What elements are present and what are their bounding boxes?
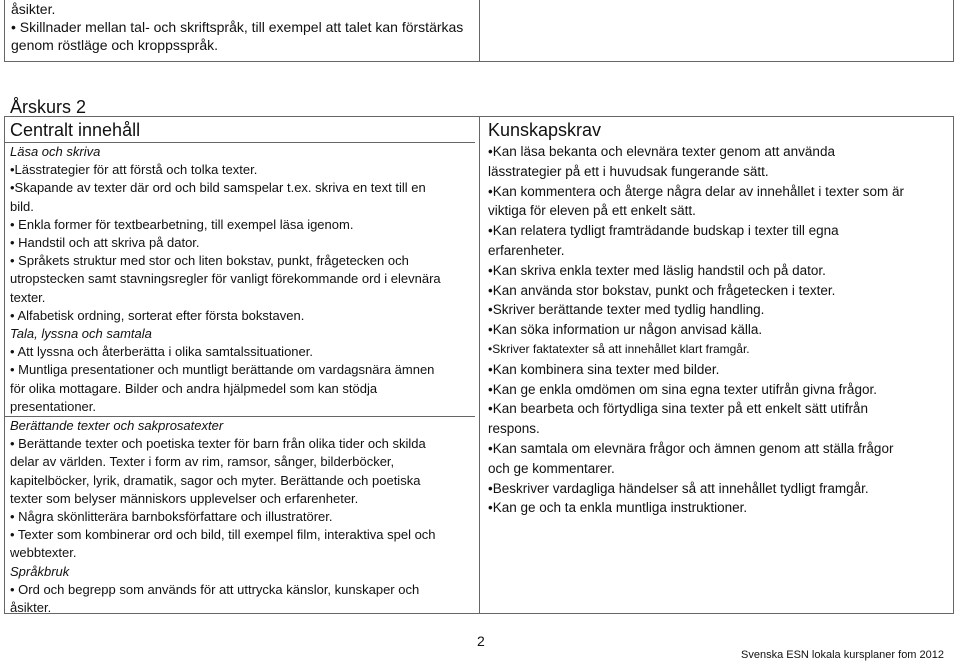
text-line: •Kan söka information ur någon anvisad källa.	[488, 322, 763, 338]
text-line: för olika mottagare. Bilder och andra hjälpmedel som kan stödja	[10, 380, 378, 396]
text-line: och ge kommentarer.	[488, 460, 615, 476]
text-line: presentationer.	[10, 398, 97, 414]
text-line: • Berättande texter och poetiska texter för barn från olika tider och skilda	[10, 436, 426, 452]
text-line: •Skapande av texter där ord och bild samspelar t.ex. skriva en text till en	[10, 180, 426, 196]
text-line: erfarenheter.	[488, 242, 565, 258]
knowledge-requirements-heading: Kunskapskrav	[488, 120, 602, 140]
text-line: bild.	[10, 198, 34, 214]
subheading: Berättande texter och sakprosatexter	[10, 418, 224, 434]
text-line: texter.	[10, 289, 46, 305]
grade-heading: Årskurs 2	[10, 97, 87, 117]
text-line: •Skriver berättande texter med tydlig handling.	[488, 302, 765, 318]
text-line: kapitelböcker, lyrik, dramatik, sagor och myter. Berättande och poetiska	[10, 472, 421, 488]
text-line: • Språkets struktur med stor och liten bokstav, punkt, frågetecken och	[10, 253, 409, 269]
text-line: åsikter.	[10, 600, 52, 616]
text-line: texter som belyser människors upplevelser och erfarenheter.	[10, 490, 359, 506]
subheading: Läsa och skriva	[10, 144, 101, 159]
text-line: •Kan ge och ta enkla muntliga instruktioner.	[488, 500, 748, 516]
text-line: • Ord och begrepp som används för att uttrycka känslor, kunskaper och	[10, 581, 420, 597]
text-line: •Kan relatera tydligt framträdande budskap i texter till egna	[488, 223, 839, 239]
section-title	[10, 96, 86, 118]
text-line: • Att lyssna och återberätta i olika samtalssituationer.	[10, 344, 313, 360]
curriculum-table	[4, 116, 954, 614]
text-line: • Några skönlitterära barnboksförfattare och illustratörer.	[10, 509, 333, 525]
text-line: • Skillnader mellan tal- och skriftspråk, till exempel att talet kan förstärkas	[11, 19, 464, 35]
text-line: • Alfabetisk ordning, sorterat efter första bokstaven.	[10, 307, 305, 323]
central-content-column	[5, 117, 480, 616]
page-number: 2	[477, 633, 485, 649]
text-line: •Kan använda stor bokstav, punkt och frågetecken i texter.	[488, 282, 836, 298]
text-line: webbtexter.	[10, 545, 77, 561]
text-line: •Beskriver vardagliga händelser så att innehållet tydligt framgår.	[488, 480, 869, 496]
page-footer: Svenska ESN lokala kursplaner fom 2012	[741, 649, 944, 661]
text-line: delar av världen. Texter i form av rim, ramsor, sånger, bilderböcker,	[10, 454, 395, 470]
subheading: Tala, lyssna och samtala	[10, 326, 152, 342]
text-line: • Handstil och att skriva på dator.	[10, 235, 200, 251]
text-line: åsikter.	[11, 1, 56, 17]
previous-content-cell	[5, 0, 480, 61]
text-line: lässtrategier på ett i huvudsak fungerande sätt.	[488, 163, 769, 179]
text-line: • Enkla former för textbearbetning, till exempel läsa igenom.	[10, 216, 354, 232]
text-line: •Kan läsa bekanta och elevnära texter genom att använda	[488, 144, 835, 159]
text-line: • Texter som kombinerar ord och bild, till exempel film, interaktiva spel och	[10, 527, 436, 543]
text-line: viktiga för eleven på ett enkelt sätt.	[488, 203, 696, 219]
text-line: utropstecken samt stavningsregler för vanligt förekommande ord i elevnära	[10, 271, 441, 287]
text-line: •Lässtrategier för att förstå och tolka texter.	[10, 162, 258, 178]
text-line: • Muntliga presentationer och muntligt berättande om vardagsnära ämnen	[10, 362, 435, 378]
previous-page-table-fragment	[4, 0, 954, 62]
text-line: •Kan samtala om elevnära frågor och ämnen genom att ställa frågor	[488, 440, 894, 456]
text-line: •Kan skriva enkla texter med läslig handstil och på dator.	[488, 262, 826, 278]
text-line: respons.	[488, 421, 540, 437]
central-content-heading: Centralt innehåll	[10, 120, 141, 140]
text-line: genom röstläge och kroppsspråk.	[11, 37, 218, 53]
text-line: •Kan kombinera sina texter med bilder.	[488, 361, 720, 377]
text-line: •Kan bearbeta och förtydliga sina texter på ett enkelt sätt utifrån	[488, 401, 868, 417]
subheading: Språkbruk	[10, 563, 70, 579]
text-line: •Kan kommentera och återge några delar av innehållet i texter som är	[488, 183, 904, 199]
text-line: •Skriver faktatexter så att innehållet klart framgår.	[488, 341, 750, 356]
text-line: •Kan ge enkla omdömen om sina egna texter utifrån givna frågor.	[488, 381, 877, 397]
knowledge-requirements-column	[480, 117, 953, 613]
